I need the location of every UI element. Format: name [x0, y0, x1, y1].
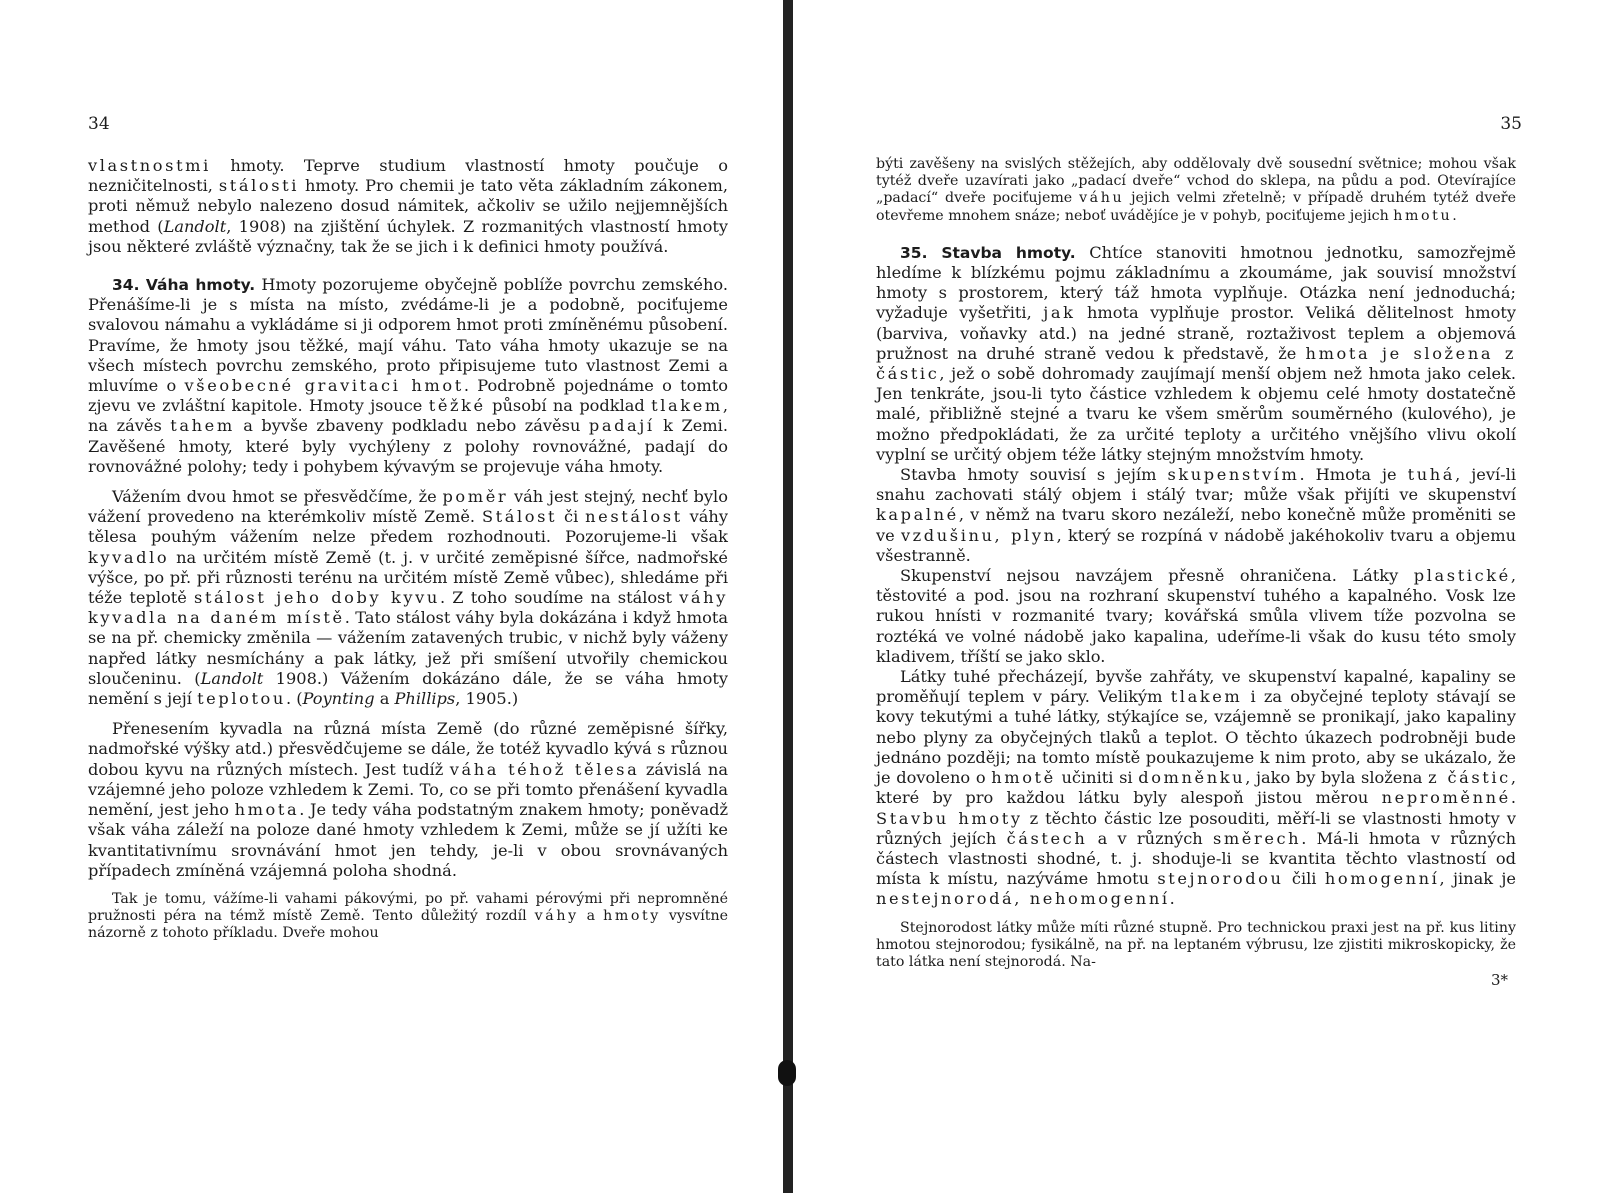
text-run: . (	[285, 689, 303, 709]
text-run: , které by pro každou látku byly alespoň jistou měrou	[876, 768, 1517, 808]
text-run: váhy tělesa pouhým vážením nelze předem rozhodnouti. Pozorujeme-li však	[88, 507, 728, 547]
spaced-emphasis: hmotě	[991, 768, 1056, 788]
text-run: , na závěs	[88, 396, 728, 436]
text-run: Stavba hmoty souvisí s jejím	[900, 465, 1168, 485]
spaced-emphasis: teplotou	[197, 689, 286, 709]
paragraph	[876, 667, 1516, 909]
spaced-emphasis: hmota je složena z částic	[876, 343, 1516, 384]
italic-citation: Landolt	[200, 668, 264, 688]
page-number: 34	[88, 114, 110, 134]
spaced-emphasis: váha téhož tělesa	[449, 759, 640, 779]
left-page-body	[88, 156, 728, 943]
text-run: , v němž na tvaru skoro nezáleží, nebo konečně může proměniti se ve	[876, 505, 1516, 545]
text-run: , jeví-li snahu zachovati stálý objem i stálý tvar; může však přijíti ve skupenství	[876, 465, 1516, 505]
section-35-paragraph	[876, 243, 1516, 465]
paragraph	[88, 719, 728, 881]
spaced-emphasis: tuhá	[1407, 465, 1456, 485]
spaced-emphasis: směrech	[1212, 828, 1302, 848]
text-run: a byvše zbaveny podkladu nebo závěsu	[234, 416, 589, 436]
spaced-emphasis: z částic	[1428, 768, 1511, 788]
spaced-emphasis: plastické	[1413, 566, 1511, 586]
italic-citation: Poynting	[302, 689, 375, 709]
text-run: . Podrobně pojednáme o tomto zjevu ve zvláštní kapitole. Hmoty jsouce	[88, 376, 729, 416]
text-run: Tak je tomu, vážíme-li vahami pákovými, po př. vahami pérovými při nepromněné pružnosti péra na témž místě Země. Tento důležitý rozdíl	[88, 890, 728, 925]
text-run: hmota vyplňuje prostor. Veliká dělitelnost hmoty (barviva, voňavky atd.) na jedné straně, roztaživost teplem a objemová pružnost na druhé straně vedou k představě, že	[876, 303, 1516, 363]
spaced-emphasis: Stálost	[481, 507, 558, 527]
spaced-emphasis: váhy	[534, 908, 579, 925]
section-34-paragraph	[88, 275, 728, 477]
paragraph	[876, 566, 1516, 667]
text-run: .	[1169, 889, 1175, 909]
spaced-emphasis: padají	[588, 416, 655, 436]
text-run: , 1908) na zjištění úchylek. Z rozmanitých vlastností hmoty jsou některé zvláště význačny, tak že se jich i k definici hmoty používá.	[88, 216, 728, 256]
book-spine	[783, 0, 793, 1193]
spaced-emphasis: částech	[1006, 828, 1088, 848]
spaced-emphasis: skupenstvím	[1167, 465, 1300, 485]
spaced-emphasis: tahem	[170, 416, 235, 436]
spaced-emphasis: stejnorodou	[1157, 869, 1284, 889]
spaced-emphasis: neproměnné	[1381, 788, 1511, 808]
paragraph	[876, 465, 1516, 566]
text-run: a	[578, 908, 604, 925]
spaced-emphasis: nestálost	[585, 507, 683, 527]
spaced-emphasis: vzdušinu, plyn	[900, 525, 1057, 545]
text-run: , jako by byla složena	[1245, 768, 1429, 788]
binding-hole	[778, 1060, 796, 1086]
italic-citation: Phillips	[394, 689, 456, 709]
text-run: 1908.) Vážením dokázáno dále, že se váha hmoty nemění s její	[88, 668, 728, 709]
spaced-emphasis: váhu	[1079, 190, 1125, 207]
italic-citation: Landolt	[163, 216, 227, 236]
text-run: . Má-li hmota v různých částech vlastnosti shodné, t. j. shoduje-li se kvantita těchto vlastností od místa k místu, nazýváme hmotu	[876, 828, 1516, 889]
signature-mark: 3*	[1490, 971, 1508, 990]
text-run: Skupenství nejsou navzájem přesně ohraničena. Látky	[900, 566, 1414, 586]
text-run: z těchto částic lze posouditi, měří-li se vlastnosti hmoty v různých jejích	[876, 808, 1516, 848]
text-run: učiniti si	[1055, 768, 1139, 788]
text-run: . Je tedy váha podstatným znakem hmoty; poněvadž však váha záleží na poloze dané hmoty vzhledem k Zemi, může se jí užíti ke kvantitativnímu srovnávání hmot jen tehdy, je-li v obou srovnávaných případech zmíněná vzájemná poloha shodná.	[88, 800, 728, 880]
text-run: , který se rozpíná v nádobě jakéhokoliv tvaru a objemu všestranně.	[876, 525, 1516, 565]
text-run: .	[1452, 207, 1457, 224]
text-run: , jež o sobě dohromady zaujímají menší objem než hmota jako celek. Jen tenkráte, jsou-li tyto částice vzhledem k objemu celé hmoty dostatečně malé, přibližně stejné a tvaru ke všem směrům souměrného (kulového), je možno předpokládati, že za určité teploty a určitého vnějšího vlivu okolí vyplní se určitý objem téže látky stejným množstvím hmoty.	[876, 364, 1516, 464]
text-run: Přenesením kyvadla na různá místa Země (do různé zeměpisné šířky, nadmořské výšky atd.) přesvědčujeme se dále, že totéž kyvadlo kývá s různou dobou kyvu na různých místech. Jest tudíž	[88, 719, 728, 779]
text-run: , 1905.)	[455, 689, 519, 709]
section-heading: 34. Váha hmoty.	[112, 276, 256, 295]
spaced-emphasis: hmoty	[603, 908, 661, 925]
spaced-emphasis: všeobecné gravitaci hmot	[184, 376, 464, 396]
text-run: váh jest stejný, nechť bylo vážení provedeno na kterémkoliv místě Země.	[88, 487, 728, 527]
text-run: Chtíce stanoviti hmotnou jednotku, samozřejmě hledíme k blízkému pojmu základnímu a zkoumáme, jak souvisí množství hmoty s prostorem, který táž hmota vyplňuje. Otázka není jednoduchá; vyžaduje vyšetřiti,	[876, 242, 1516, 323]
text-run: býti zavěšeny na svislých stěžejích, aby oddělovaly dvě sousední světnice; mohou však tytéž dveře uzavírati jako „padací dveře“ vchod do sklepa, na půdu a pod. Otevírajíce „padací“ dveře pociťujeme	[876, 156, 1516, 207]
small-print-paragraph	[876, 156, 1516, 225]
spaced-emphasis: stálost jeho doby kyvu	[194, 588, 440, 608]
paragraph	[88, 156, 728, 257]
text-run: jejich velmi zřetelně; v případě druhém tytéž dveře otevřeme mnohem snáze; neboť uvádějíce je v pohyb, pociťujeme jejich	[876, 190, 1516, 224]
text-run: závislá na vzájemné jeho poloze vzhledem k Zemi. To, co se při tomto přenášení kyvadla nemění, jest jeho	[88, 759, 728, 820]
text-run: Látky tuhé přecházejí, byvše zahřáty, ve skupenství kapalné, kapaliny se proměňují teplem v páry. Velikým	[876, 667, 1516, 707]
text-run: . Tato stálost váhy byla dokázána i když hmota se na př. chemicky změnila — vážením zatavených trubic, v nichž byly váženy napřed látky nesmíchány a pak látky, jež při smíšení utvořily chemickou sloučeninu. (	[88, 608, 728, 688]
spaced-emphasis: tlakem	[1170, 687, 1243, 707]
text-run: vysvítne názorně z tohoto příkladu. Dveře mohou	[88, 908, 729, 942]
spaced-emphasis: kapalné	[876, 505, 959, 525]
small-print-paragraph	[88, 891, 728, 943]
text-run: . Z toho soudíme na stálost	[439, 588, 680, 608]
text-run: . Hmota je	[1299, 465, 1408, 485]
section-heading: 35. Stavba hmoty.	[900, 243, 1076, 262]
text-run: .	[1510, 788, 1516, 808]
spaced-emphasis: kyvadlo	[88, 547, 170, 567]
page-number: 35	[1500, 114, 1522, 134]
text-run: i za obyčejné teploty stávají se kovy tekutými a tuhé látky, stýkajíce se, vzájemně se pronikají, jako kapaliny nebo plyny za obyčejných tlaků a teplot. O těchto úkazech podrobněji bude jednáno později; na tomto místě poukazujeme k nim proto, aby se ukázalo, že je dovoleno o	[876, 687, 1516, 788]
text-run: Hmoty pozorujeme obyčejně poblíže povrchu zemského. Přenášíme-li je s místa na místo, zvédáme-li je a podobně, pociťujeme svalovou námahu a vykládáme si ji odporem hmot proti zmíněnému působení. Pravíme, že hmoty jsou těžké, mají váhu. Tato váha hmoty ukazuje se na všech místech povrchu zemského, proto připisujeme tuto vlastnost Zemi a mluvíme o	[88, 275, 728, 396]
spaced-emphasis: hmotu	[1393, 207, 1453, 224]
text-run: na určitém místě Země (t. j. v určité zeměpisné šířce, nadmořské výšce, po př. při různosti terénu na určitém místě Země vůbec), shledáme při téže teplotě	[88, 547, 728, 608]
text-run: hmoty. Pro chemii je tato věta základním zákonem, proti němuž nebylo nalezeno dosud námitek, ačkoliv se užilo nejjemnějších method (	[88, 176, 729, 236]
spaced-emphasis: hmota	[234, 800, 300, 820]
text-run: a v různých	[1087, 828, 1213, 848]
right-page-body	[876, 156, 1517, 990]
text-run: působí na podklad	[485, 396, 652, 416]
text-run: hmoty. Teprve studium vlastností hmoty poučuje o nezničitelnosti,	[88, 156, 728, 196]
paragraph	[88, 487, 728, 709]
spaced-emphasis: vlastnostmi	[88, 156, 211, 175]
text-run: k Zemi. Zavěšené hmoty, které byly vychýleny z polohy rovnovážné, padají do rovnovážné polohy; tedy i pohybem kývavým se projevuje váha hmoty.	[88, 416, 728, 476]
text-run: či	[557, 507, 586, 527]
text-run: Stejnorodost látky může míti různé stupně. Pro technickou praxi jest na př. kus litiny hmotou stejnorodou; fysikálně, na př. na leptaném výbrusu, lze zjistiti mikroskopicky, že tato látka není stejnorodá. Na-	[876, 919, 1516, 970]
spaced-emphasis: stálosti	[218, 176, 300, 196]
text-run: Vážením dvou hmot se přesvědčíme, že	[112, 487, 443, 507]
spaced-emphasis: homogenní	[1324, 869, 1440, 889]
spaced-emphasis: domněnku	[1138, 768, 1246, 788]
spaced-emphasis: poměr	[442, 487, 509, 507]
text-run: , těstovité a pod. jsou na rozhraní skupenství tuhého a kapalného. Vosk lze rukou hnísti v rozmanité tvary; kovářská smůla vlivem tíže pozvolna se roztéká ve volné nádobě jako kapalina, udeříme-li však do kusu této smoly kladivem, tříští se jako sklo.	[876, 566, 1516, 666]
spaced-emphasis: nestejnorodá, nehomogenní	[876, 889, 1170, 909]
spaced-emphasis: těžké	[428, 396, 486, 416]
spaced-emphasis: váhy kyvadla na daném místě	[88, 588, 728, 628]
spaced-emphasis: Stavbu hmoty	[876, 808, 1023, 828]
spaced-emphasis: jak	[1043, 303, 1076, 323]
small-print-paragraph	[876, 920, 1516, 972]
text-run: čili	[1283, 869, 1325, 889]
spaced-emphasis: tlakem	[651, 396, 723, 416]
text-run: , jinak je	[1439, 869, 1516, 889]
text-run: a	[374, 689, 395, 709]
